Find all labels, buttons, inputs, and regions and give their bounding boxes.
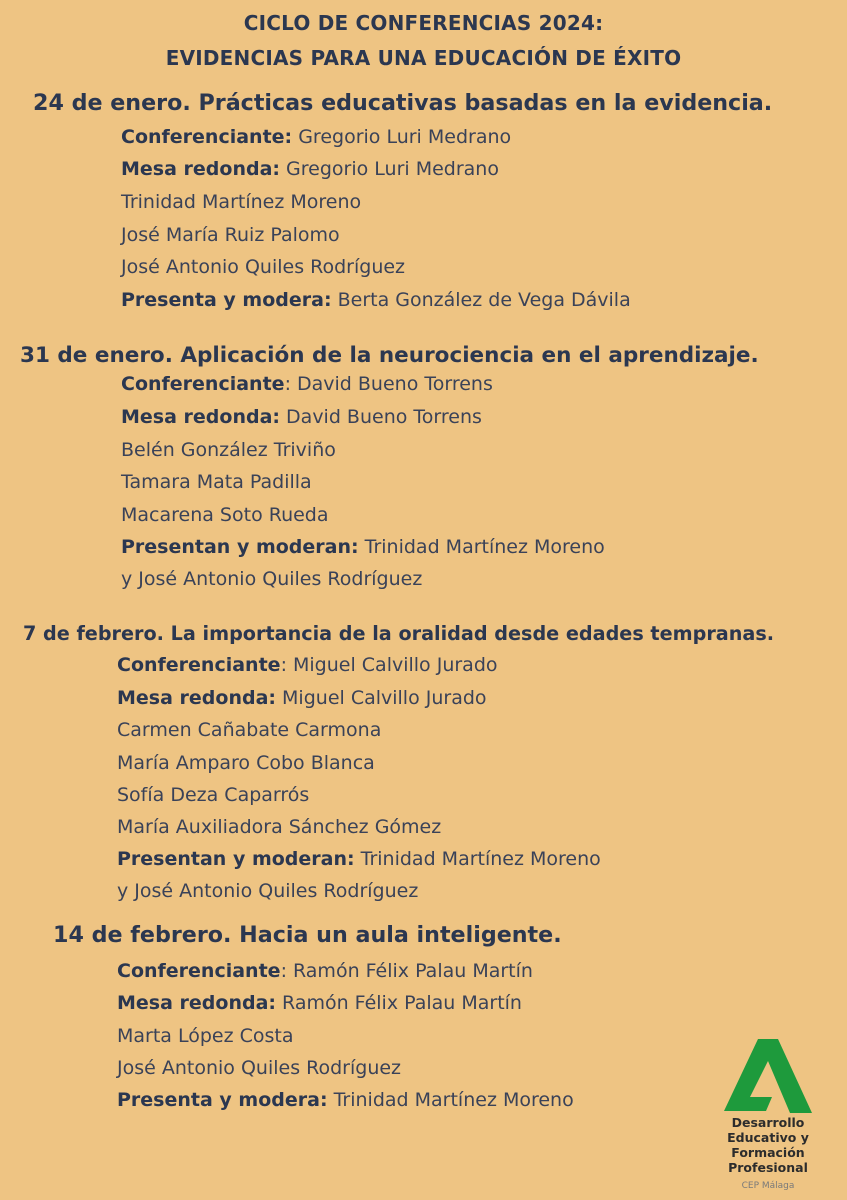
role-label: Conferenciante [117,654,281,676]
participant-line [117,1056,401,1080]
participant-name: Carmen Cañabate Carmona [117,719,382,741]
participant-line [117,1024,294,1048]
participant-line [117,879,418,903]
participant-line [121,288,631,312]
participant-name: María Auxiliadora Sánchez Gómez [117,816,442,838]
logo-line: Educativo y [727,1130,809,1145]
logo-line: Formación [731,1145,805,1160]
poster-title-line-2: EVIDENCIAS PARA UNA EDUCACIÓN DE ÉXITO [165,46,682,70]
participant-line [121,470,312,494]
participant-line [121,157,499,181]
participant-line [121,255,405,279]
participant-line [117,783,309,807]
participant-line [117,991,522,1015]
role-label: Mesa redonda: [121,158,280,180]
participant-name: Sofía Deza Caparrós [117,784,310,806]
participant-line [117,847,601,871]
participant-name: Miguel Calvillo Jurado [276,687,487,709]
participant-line [121,372,493,396]
participant-name: Ramón Félix Palau Martín [276,992,522,1014]
participant-name: Trinidad Martínez Moreno [358,536,605,558]
participant-line [117,1088,574,1112]
participant-line [117,959,533,983]
participant-name: Belén González Triviño [121,439,336,461]
junta-andalucia-a-icon [720,1035,816,1115]
conference-heading: 14 de febrero. Hacia un aula inteligente. [53,922,562,948]
participant-name: José Antonio Quiles Rodríguez [121,256,406,278]
participant-name: : David Bueno Torrens [284,373,493,395]
participant-line [121,535,605,559]
participant-name: Tamara Mata Padilla [121,471,312,493]
participant-name: Gregorio Luri Medrano [292,126,512,148]
participant-line [117,653,498,677]
participant-name: : Miguel Calvillo Jurado [280,654,498,676]
participant-line [117,751,375,775]
participant-name: Trinidad Martínez Moreno [354,848,601,870]
participant-line [121,223,340,247]
participant-name: y José Antonio Quiles Rodríguez [121,568,423,590]
participant-name: Trinidad Martínez Moreno [121,191,362,213]
participant-line [117,686,487,710]
role-label: Presentan y moderan: [121,536,359,558]
participant-name: Macarena Soto Rueda [121,504,329,526]
role-label: Mesa redonda: [117,992,276,1014]
role-label: Presentan y moderan: [117,848,355,870]
participant-line [121,190,361,214]
logo-text [718,1115,818,1175]
role-label: Presenta y modera: [117,1089,328,1111]
participant-name: David Bueno Torrens [280,406,482,428]
participant-line [121,405,482,429]
role-label: Presenta y modera: [121,289,332,311]
role-label: Mesa redonda: [121,406,280,428]
participant-line [121,567,422,591]
participant-name: José María Ruiz Palomo [121,224,340,246]
participant-name: Berta González de Vega Dávila [331,289,631,311]
poster-title-line-1: CICLO DE CONFERENCIAS 2024: [243,11,604,35]
logo-line: Profesional [728,1160,808,1175]
participant-name: y José Antonio Quiles Rodríguez [117,880,419,902]
participant-name: Marta López Costa [117,1025,294,1047]
participant-name: Trinidad Martínez Moreno [327,1089,574,1111]
participant-name: : Ramón Félix Palau Martín [280,960,533,982]
role-label: Conferenciante: [121,126,293,148]
participant-line [121,503,329,527]
participant-name: María Amparo Cobo Blanca [117,752,375,774]
role-label: Conferenciante [117,960,281,982]
conference-heading: 7 de febrero. La importancia de la oralidad desde edades tempranas. [23,622,775,645]
cep-logo [718,1035,818,1195]
role-label: Conferenciante [121,373,285,395]
logo-line: Desarrollo [731,1115,805,1130]
participant-name: Gregorio Luri Medrano [280,158,499,180]
role-label: Mesa redonda: [117,687,276,709]
participant-line [117,815,441,839]
participant-line [117,718,381,742]
conference-heading: 31 de enero. Aplicación de la neurociencia en el aprendizaje. [20,343,759,368]
participant-line [121,438,336,462]
logo-subtitle: CEP Málaga [741,1181,795,1191]
conference-heading: 24 de enero. Prácticas educativas basadas en la evidencia. [33,90,773,116]
participant-line [121,125,511,149]
participant-name: José Antonio Quiles Rodríguez [117,1057,402,1079]
